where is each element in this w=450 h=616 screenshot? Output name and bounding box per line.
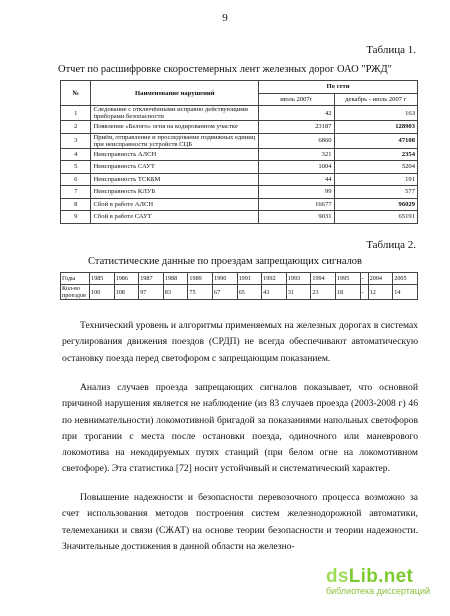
row-value-period: 191 <box>334 173 417 186</box>
year-cell: 1989 <box>188 273 213 285</box>
table-row <box>61 121 418 134</box>
year-cell: 2005 <box>393 273 418 285</box>
row-value-july: 321 <box>259 148 334 161</box>
row-name: Появление «Белого» огня на кодированном участке <box>91 121 259 134</box>
count-cell: - <box>360 285 368 300</box>
row-number: 9 <box>61 211 91 224</box>
table-row <box>61 148 418 161</box>
row-value-period: 128903 <box>334 121 417 134</box>
paragraph-1: Технический уровень и алгоритмы применяемых на железных дорогах в системах регулирования движения поездов (СРДП) не всегда обеспечивают автоматическую остановку поезда перед светофором с запрещающим показанием. <box>62 320 418 364</box>
row-name: Сбой в работе АЛСН <box>91 198 259 211</box>
table-row <box>61 186 418 199</box>
year-cell: 1987 <box>139 273 164 285</box>
count-cell: 100 <box>90 285 115 300</box>
row-value-period: 577 <box>334 186 417 199</box>
row-value-july: 42 <box>259 106 334 121</box>
table2-caption: Таблица 2. <box>366 239 416 251</box>
row-value-period: 65191 <box>334 211 417 224</box>
row-value-period: 47108 <box>334 133 417 148</box>
table-row <box>61 173 418 186</box>
row-value-period: 2354 <box>334 148 417 161</box>
year-cell: 1988 <box>163 273 188 285</box>
row-value-july: 44 <box>259 173 334 186</box>
row-value-july: 9031 <box>259 211 334 224</box>
count-cell: 23 <box>311 285 336 300</box>
row-number: 3 <box>61 133 91 148</box>
year-cell: - <box>360 273 368 285</box>
year-cell: 1995 <box>335 273 360 285</box>
count-cell: 67 <box>212 285 237 300</box>
year-cell: 1985 <box>90 273 115 285</box>
row-name: Неисправность ТСКБМ <box>91 173 259 186</box>
row-number: 1 <box>61 106 91 121</box>
row-number: 5 <box>61 161 91 174</box>
row-number: 7 <box>61 186 91 199</box>
row-label-counts: Кол-во проездов <box>61 285 90 300</box>
table-row <box>61 133 418 148</box>
row-name: Приём, отправление и проследование подвижных единиц при неисправности устройств СЦБ <box>91 133 259 148</box>
count-cell: 97 <box>139 285 164 300</box>
count-cell: 83 <box>163 285 188 300</box>
header-name: Наименование нарушений <box>91 81 259 106</box>
row-number: 8 <box>61 198 91 211</box>
table-row <box>61 198 418 211</box>
count-cell: 31 <box>286 285 311 300</box>
row-number: 4 <box>61 148 91 161</box>
row-name: Неисправность САУТ <box>91 161 259 174</box>
row-name: Сбой в работе САУТ <box>91 211 259 224</box>
row-value-period: 96029 <box>334 198 417 211</box>
header-network: По сети <box>259 81 418 94</box>
table-row <box>61 211 418 224</box>
table1-caption: Таблица 1. <box>366 44 416 56</box>
signal-violations-table <box>60 272 418 300</box>
count-cell: 12 <box>368 285 393 300</box>
watermark-lib: Lib.net <box>348 566 414 587</box>
row-label-years: Годы <box>61 273 90 285</box>
header-col1: июль 2007г <box>259 93 334 106</box>
year-cell: 1986 <box>114 273 139 285</box>
row-value-period: 163 <box>334 106 417 121</box>
year-cell: 1994 <box>311 273 336 285</box>
row-value-july: 6860 <box>259 133 334 148</box>
paragraph-2: Анализ случаев проезда запрещающих сигналов показывает, что основной причиной нарушения является не наблюдение (из 83 случаев проезда (2003-2008 г) 46 по невнимательности) локомотивной бригадой за показаниями напольных светофоров при трогании с места после остановки поезда, одиночного или маневрового локомотива на некодируемых путях станций (при белом огне на локомотивном светофоре). Эта статистика [72] носит устойчивый и систематический характер. <box>62 382 418 475</box>
paragraph-3: Повышение надежности и безопасности перевозочного процесса возможно за счет использования методов построения систем железнодорожной автоматики, телемеханики и связи (СЖАТ) на основе теории безопасности и теории надежности. Значительные достижения в данной области на железно- <box>62 492 418 552</box>
count-cell: 75 <box>188 285 213 300</box>
row-value-july: 1004 <box>259 161 334 174</box>
count-cell: 14 <box>393 285 418 300</box>
watermark-ds: ds <box>326 566 349 587</box>
page-number: 9 <box>222 12 228 24</box>
year-cell: 1992 <box>262 273 287 285</box>
row-name: Неисправность КЛУБ <box>91 186 259 199</box>
table2-title: Статистические данные по проездам запрещающих сигналов <box>87 256 363 267</box>
count-cell: 108 <box>114 285 139 300</box>
year-cell: 1993 <box>286 273 311 285</box>
row-name: Неисправность АЛСН <box>91 148 259 161</box>
year-cell: 1990 <box>212 273 237 285</box>
row-name: Следование с отключёнными исправно действующими приборами безопасности <box>91 106 259 121</box>
row-number: 2 <box>61 121 91 134</box>
table-row <box>61 106 418 121</box>
row-value-july: 16677 <box>259 198 334 211</box>
year-cell: 1991 <box>237 273 262 285</box>
row-value-period: 5204 <box>334 161 417 174</box>
row-number: 6 <box>61 173 91 186</box>
count-cell: 43 <box>262 285 287 300</box>
count-cell: 65 <box>237 285 262 300</box>
violations-table <box>60 80 418 224</box>
year-cell: 2004 <box>368 273 393 285</box>
count-cell: 18 <box>335 285 360 300</box>
table1-title: Отчет по расшифровке скоростемерных лент железных дорог ОАО "РЖД" <box>58 64 392 75</box>
header-col2: декабрь - июль 2007 г <box>334 93 417 106</box>
row-value-july: 99 <box>259 186 334 199</box>
table-row <box>61 161 418 174</box>
header-num: № <box>61 81 91 106</box>
watermark-subtitle: библиотека диссертаций <box>326 586 431 596</box>
row-value-july: 23187 <box>259 121 334 134</box>
watermark-logo <box>326 566 430 596</box>
